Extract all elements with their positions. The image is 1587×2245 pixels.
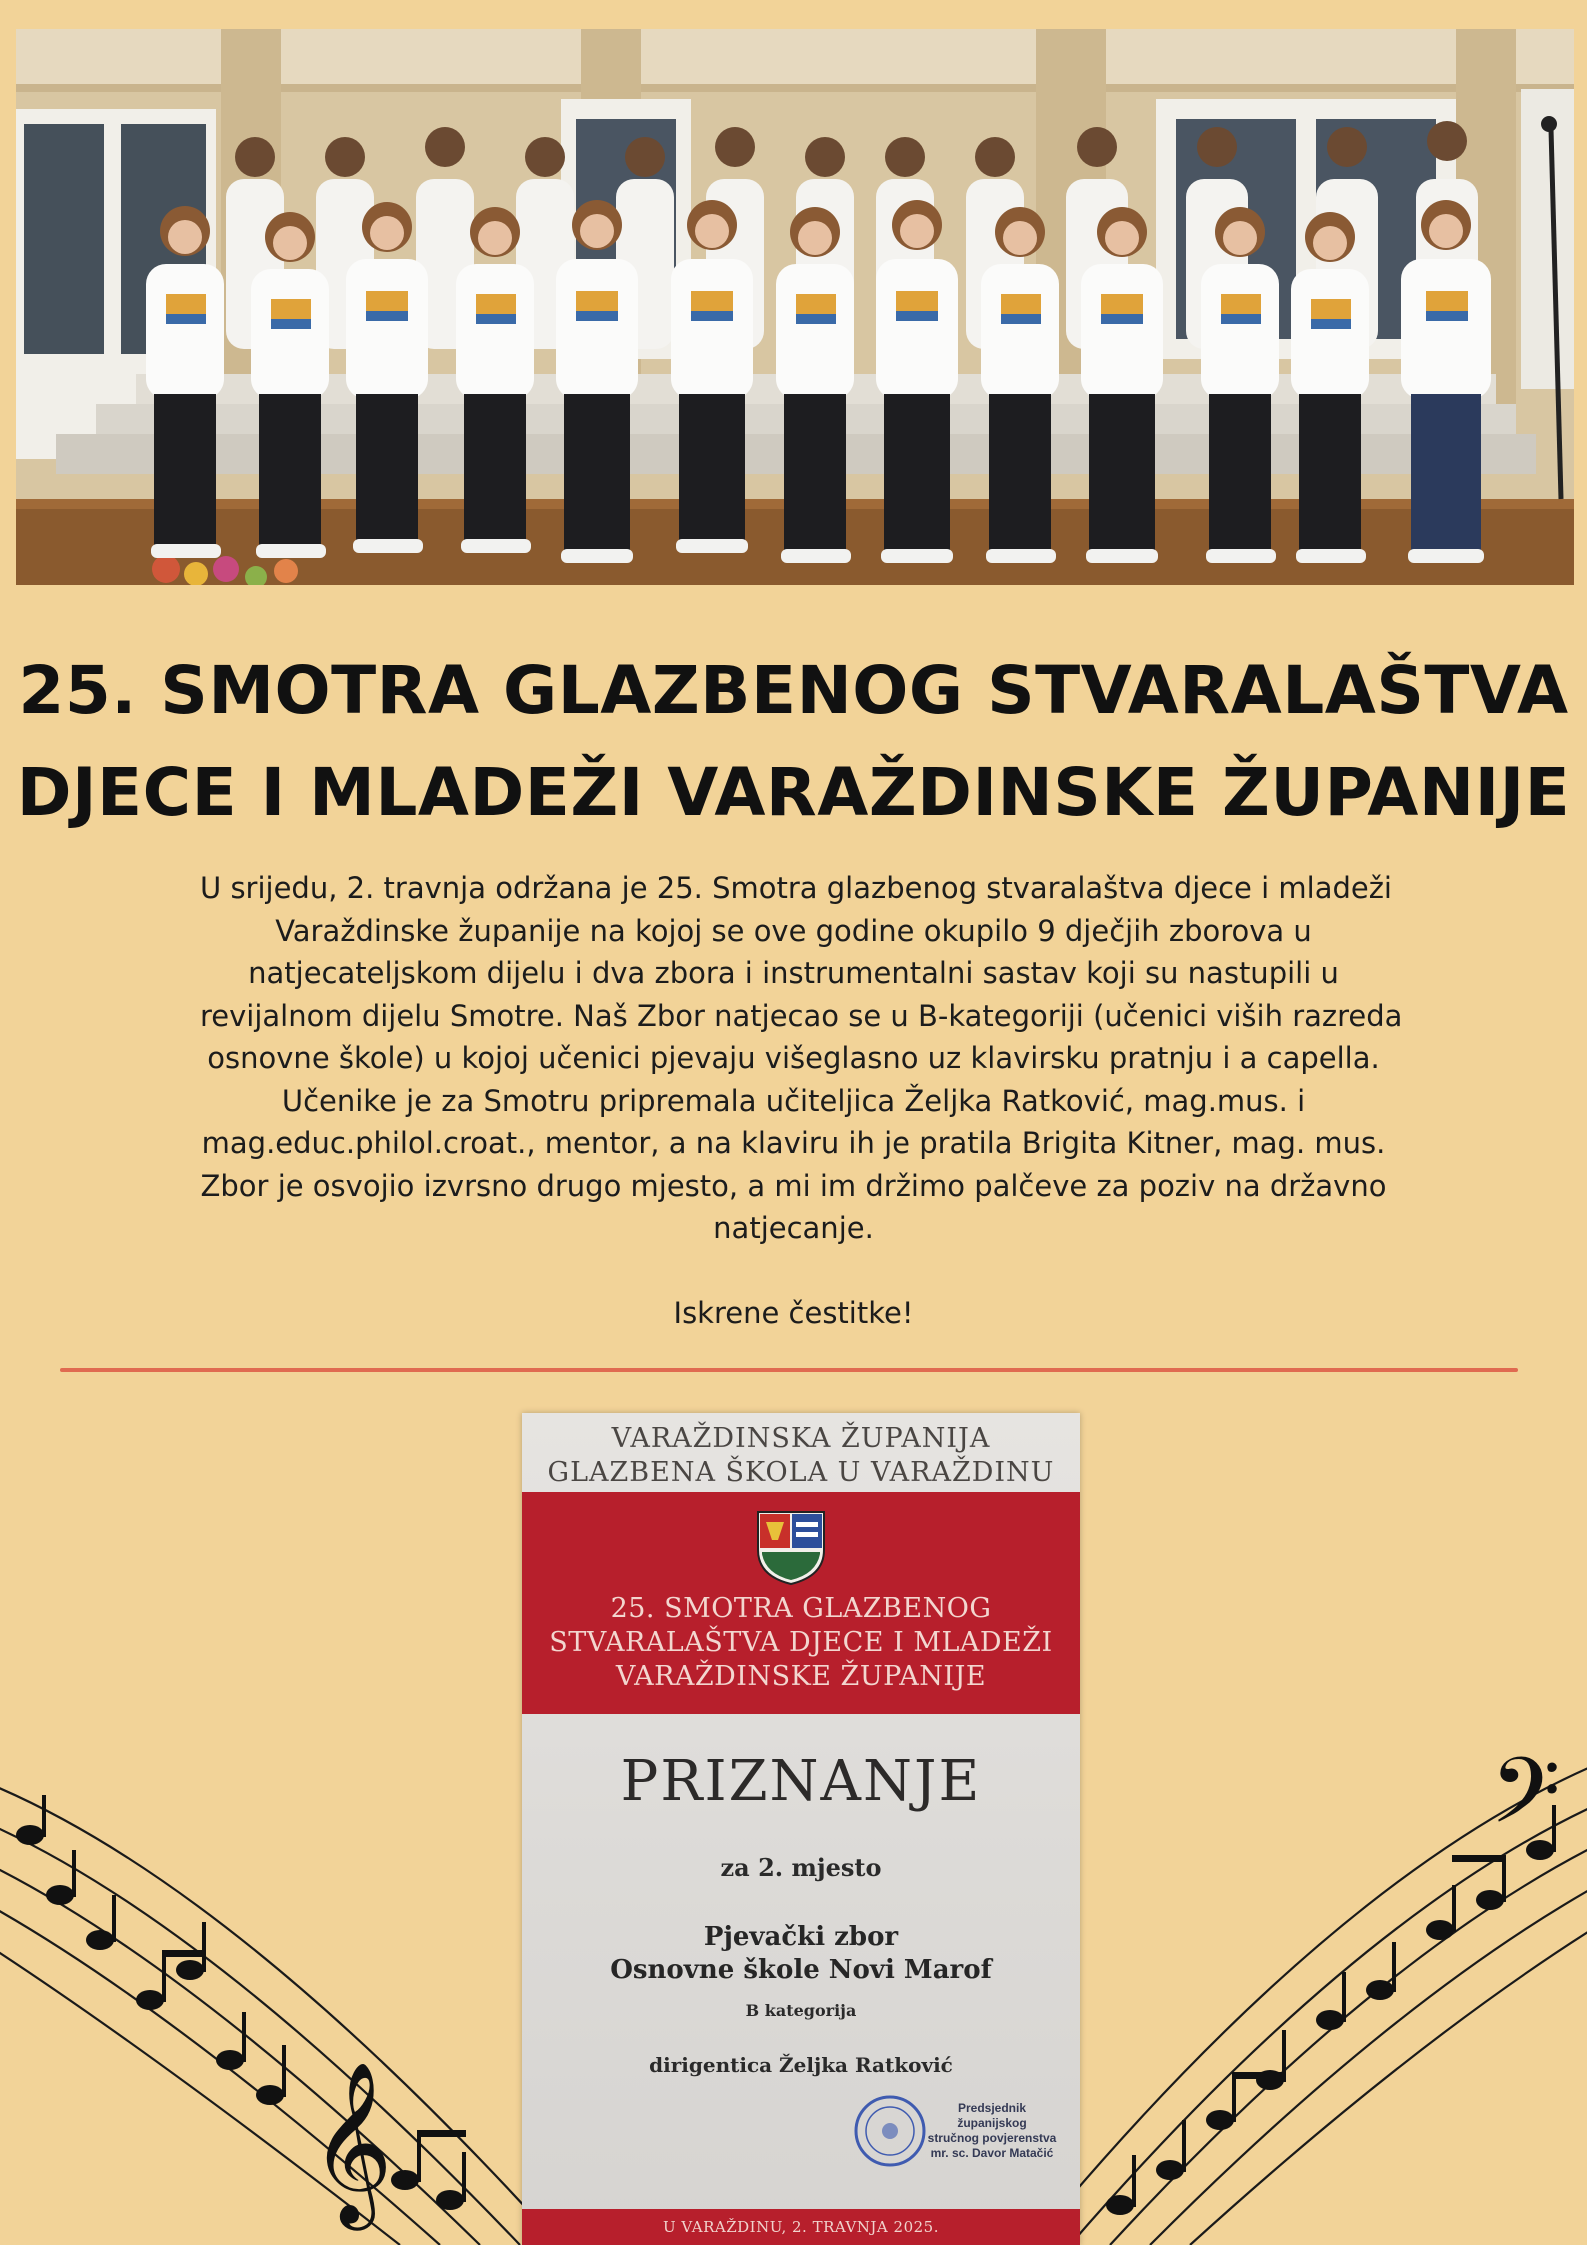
recipient-line-2: Osnovne škole Novi Marof: [610, 1955, 992, 1985]
event-title: [522, 1592, 1080, 1694]
article-line: natjecanje.: [713, 1211, 874, 1245]
certificate-footer: U VARAŽDINU, 2. TRAVNJA 2025.: [522, 2209, 1080, 2245]
article-line: Zbor je osvojio izvrsno drugo mjesto, a mi im držimo palčeve za poziv na državno: [200, 1168, 1387, 1203]
event-line-3: VARAŽDINSKE ŽUPANIJE: [615, 1661, 987, 1692]
signature-line-2: stručnog povjerenstva: [927, 2131, 1057, 2145]
svg-text:𝄞: 𝄞: [310, 2061, 393, 2224]
recipient: [522, 1921, 1080, 1987]
award-place: za 2. mjesto: [720, 1853, 882, 1882]
article-line: revijalnom dijelu Smotre. Naš Zbor natjecao se u B-kategoriji (učenici viših razreda: [200, 998, 1403, 1033]
article-line: natjecateljskom dijelu i dva zbora i instrumentalni sastav koji su nastupili u: [248, 956, 1339, 990]
page-title: [0, 640, 1587, 844]
certificate-header: [522, 1422, 1080, 1490]
conductor-name: dirigentica Željka Ratković: [649, 2053, 953, 2077]
svg-text:𝄢: 𝄢: [1490, 1738, 1561, 1866]
round-stamp-icon: [852, 2093, 928, 2169]
article-line: Varaždinske županije na kojoj se ove godine okupilo 9 dječjih zborova u: [275, 913, 1312, 948]
choir-photo: [16, 29, 1574, 585]
section-divider: [60, 1368, 1518, 1372]
certificate-red-band: [522, 1492, 1080, 1714]
certificate-title: PRIZNANJE: [620, 1749, 982, 1814]
article-line: Učenike je za Smotru pripremala učiteljica Željka Ratković, mag.mus. i: [281, 1083, 1306, 1118]
event-line-1: 25. SMOTRA GLAZBENOG: [610, 1593, 992, 1624]
signature-block: [922, 2101, 1062, 2161]
article-body: [200, 867, 1403, 1334]
award-category: B kategorija: [745, 2001, 857, 2020]
event-line-2: STVARALAŠTVA DJECE I MLADEŽI: [549, 1627, 1053, 1658]
coat-of-arms-icon: [756, 1510, 826, 1586]
title-line-2: DJECE I MLADEŽI VARAŽDINSKE ŽUPANIJE: [16, 754, 1571, 831]
county-name: VARAŽDINSKA ŽUPANIJA: [611, 1423, 991, 1454]
title-line-1: 25. SMOTRA GLAZBENOG STVARALAŠTVA: [18, 652, 1569, 729]
award-certificate: [522, 1413, 1080, 2245]
recipient-line-1: Pjevački zbor: [703, 1922, 899, 1952]
article-line: osnovne škole) u kojoj učenici pjevaju višeglasno uz klavirsku pratnju i a capella.: [207, 1041, 1380, 1075]
signature-line-3: mr. sc. Davor Matačić: [930, 2146, 1054, 2160]
signature-line-1: Predsjednik županijskog: [957, 2101, 1027, 2130]
school-name: GLAZBENA ŠKOLA U VARAŽDINU: [547, 1457, 1055, 1488]
article-line: U srijedu, 2. travnja održana je 25. Smotra glazbenog stvaralaštva djece i mladeži: [200, 871, 1392, 905]
closing-line: Iskrene čestitke!: [673, 1295, 914, 1330]
article-line: mag.educ.philol.croat., mentor, a na klaviru ih je pratila Brigita Kitner, mag. mus.: [201, 1126, 1386, 1160]
